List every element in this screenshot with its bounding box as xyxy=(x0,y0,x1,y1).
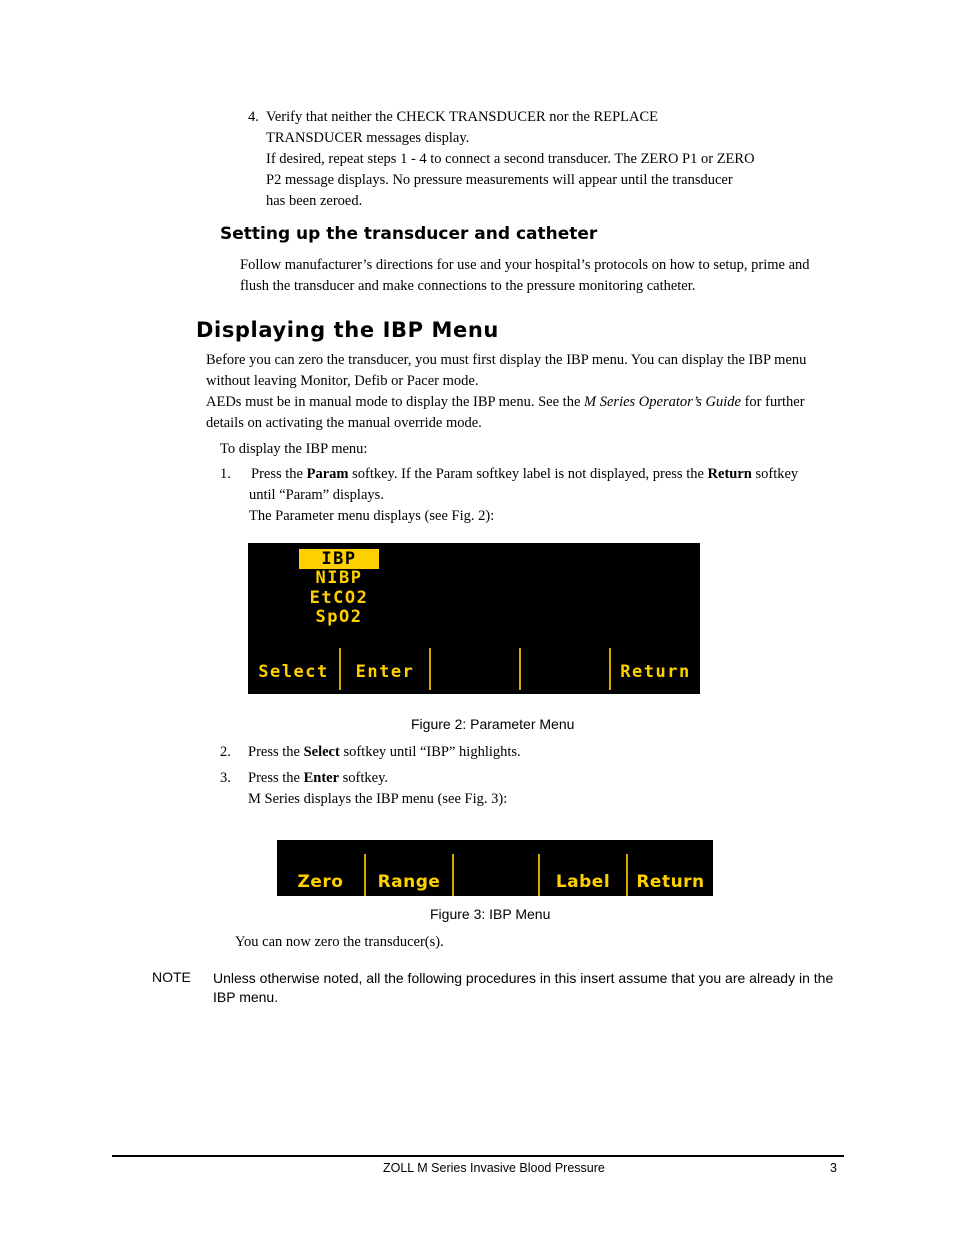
step1-text-c: softkey xyxy=(751,466,799,482)
step1-text-a: Press the xyxy=(251,466,307,482)
step2-text-b: softkey until “IBP” highlights. xyxy=(339,744,521,760)
menu-item-nibp: NIBP xyxy=(315,568,363,588)
softkey-divider xyxy=(519,648,521,690)
note-line: Unless otherwise noted, all the following procedures in this insert assume that you are already in the xyxy=(213,970,834,986)
return-softkey-name: Return xyxy=(707,466,752,482)
parameter-menu-screen xyxy=(248,543,700,694)
ibp-para2-line: details on activating the manual override mode. xyxy=(206,415,482,431)
ibp-menu-screen xyxy=(277,840,713,896)
step4-line: Verify that neither the CHECK TRANSDUCER nor the REPLACE xyxy=(266,109,659,125)
step2-number: 2. xyxy=(220,744,231,760)
menu-item-etco2: EtCO2 xyxy=(309,588,369,608)
step3-text xyxy=(248,768,507,810)
step1-text-b: softkey. If the Param softkey label is not displayed, press the xyxy=(348,466,708,482)
softkey-divider xyxy=(429,648,431,690)
note-text xyxy=(213,969,833,1007)
ibp-para2-text: AEDs must be in manual mode to display the IBP menu. See the xyxy=(206,394,585,410)
page-number: 3 xyxy=(830,1161,837,1175)
ibp-para1-line: Before you can zero the transducer, you must first display the IBP menu. You can display the IBP menu xyxy=(206,352,807,368)
step1-line3: The Parameter menu displays (see Fig. 2): xyxy=(249,508,495,524)
step2-text xyxy=(248,742,521,763)
zero-transducer-text: You can now zero the transducer(s). xyxy=(235,934,444,950)
footer-title: ZOLL M Series Invasive Blood Pressure xyxy=(383,1161,605,1175)
step4-number: 4. xyxy=(248,109,259,125)
menu-item-ibp-highlighted: IBP xyxy=(299,549,379,569)
setup-line: Follow manufacturer’s directions for use and your hospital’s protocols on how to setup, prime and xyxy=(240,257,810,273)
step3-line2: M Series displays the IBP menu (see Fig. 3): xyxy=(248,791,508,807)
ibp-para2-line xyxy=(206,392,806,413)
menu-item-spo2: SpO2 xyxy=(315,607,363,627)
ibp-intro: To display the IBP menu: xyxy=(220,441,368,457)
figure2-caption: Figure 2: Parameter Menu xyxy=(411,716,575,732)
setup-line: flush the transducer and make connections to the pressure monitoring catheter. xyxy=(240,278,696,294)
operators-guide-title: M Series Operator’s Guide xyxy=(584,394,741,410)
figure3-caption: Figure 3: IBP Menu xyxy=(430,906,551,922)
setup-paragraph xyxy=(240,255,810,297)
step4-line: P2 message displays. No pressure measurements will appear until the transducer xyxy=(266,172,733,188)
softkey-select: Select xyxy=(258,662,329,682)
note-label: NOTE xyxy=(152,969,191,985)
step4-line: If desired, repeat steps 1 - 4 to connect a second transducer. The ZERO P1 or ZERO xyxy=(266,151,755,167)
softkey-return: Return xyxy=(636,872,705,892)
enter-softkey-name: Enter xyxy=(303,770,340,786)
step1-line2: until “Param” displays. xyxy=(249,487,384,503)
param-softkey-name: Param xyxy=(306,466,349,482)
note-line: IBP menu. xyxy=(213,989,279,1005)
softkey-range: Range xyxy=(377,872,441,892)
section-heading-ibp: Displaying the IBP Menu xyxy=(196,318,499,342)
select-softkey-name: Select xyxy=(303,744,340,760)
step1-number: 1. xyxy=(220,466,231,482)
ibp-paragraph-1 xyxy=(206,350,806,434)
softkey-enter: Enter xyxy=(355,662,415,682)
softkey-label: Label xyxy=(555,872,611,892)
step3-text-b: softkey. xyxy=(339,770,389,786)
section-heading-setup: Setting up the transducer and catheter xyxy=(220,224,598,244)
softkey-divider xyxy=(452,854,454,896)
ibp-para1-line: without leaving Monitor, Defib or Pacer mode. xyxy=(206,373,479,389)
softkey-return: Return xyxy=(620,662,691,682)
step1-text xyxy=(249,464,798,527)
step4-line: has been zeroed. xyxy=(266,193,363,209)
step4-line: TRANSDUCER messages display. xyxy=(266,130,470,146)
softkey-zero: Zero xyxy=(297,872,344,892)
step3-number: 3. xyxy=(220,770,231,786)
step4-text xyxy=(266,107,755,212)
ibp-para2-text: for further xyxy=(740,394,805,410)
step3-text-a: Press the xyxy=(248,770,304,786)
step2-text-a: Press the xyxy=(248,744,304,760)
footer-rule xyxy=(112,1155,844,1157)
